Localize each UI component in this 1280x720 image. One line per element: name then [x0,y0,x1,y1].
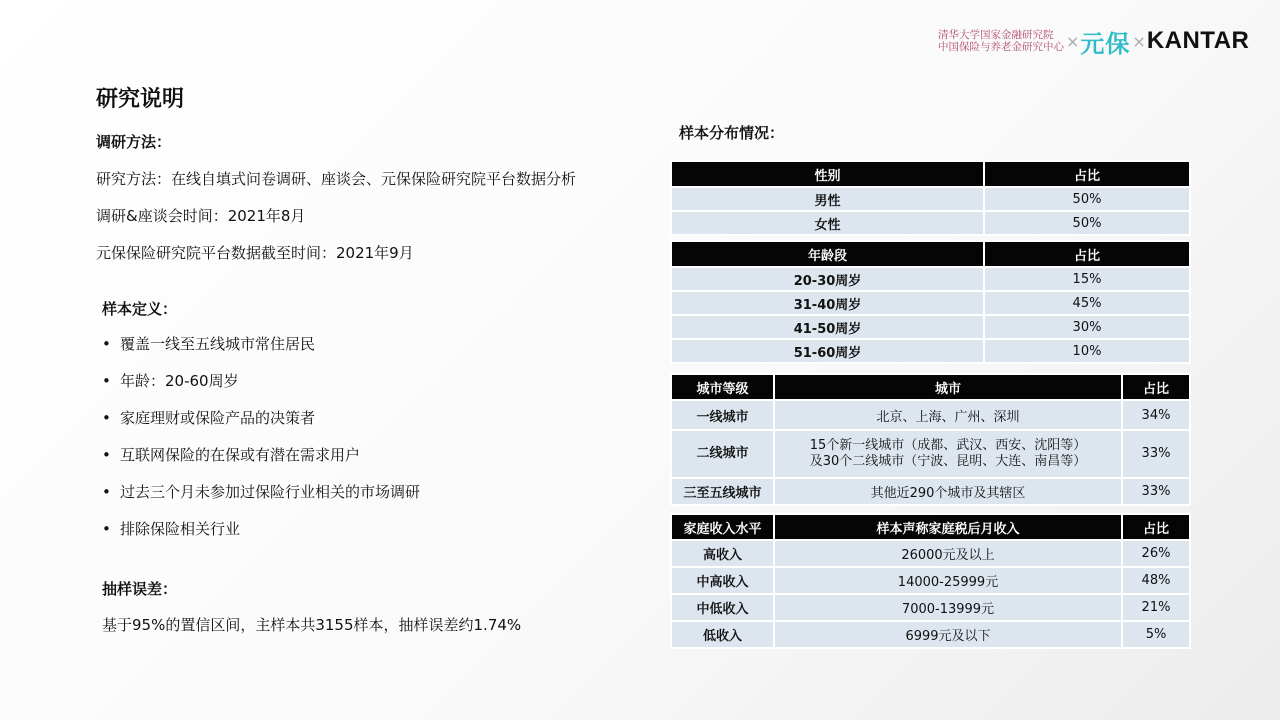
table-row [671,430,1190,478]
yuanbao-logo: 元保 [1080,29,1131,58]
bullet-icon: • [102,409,111,427]
list-item: • 互联网保险的在保或有潜在需求用户 [102,444,420,481]
table-row [671,315,1190,339]
monthly-income-header: 样本声称家庭税后月收入 [774,514,1122,540]
list-item: • 家庭理财或保险产品的决策者 [102,407,420,444]
share-cell: 10% [984,339,1190,363]
table-row [671,267,1190,291]
table-row [671,211,1190,235]
bullet-icon: • [102,483,111,501]
brand-logos [938,26,1249,56]
share-cell: 26% [1122,540,1190,567]
share-cell: 50% [984,211,1190,235]
age-header: 年龄段 [671,241,984,267]
income-table [670,513,1191,649]
monthly-income-cell: 26000元及以上 [774,540,1122,567]
bullet-icon: • [102,335,111,353]
income-level-cell: 高收入 [671,540,774,567]
times-separator-1: × [1066,31,1080,51]
city-cell [774,430,1122,478]
page-title: 研究说明 [96,87,185,112]
share-cell: 34% [1122,400,1190,430]
monthly-income-cell: 7000-13999元 [774,594,1122,621]
list-item: • 过去三个月未参加过保险行业相关的市场调研 [102,481,420,518]
share-header: 占比 [984,161,1190,187]
income-level-cell: 中低收入 [671,594,774,621]
share-header: 占比 [984,241,1190,267]
method-line-1: 研究方法：在线自填式问卷调研、座谈会、元保保险研究院平台数据分析 [96,170,577,188]
kantar-logo: KANTAR [1146,27,1250,54]
sample-definition-list [102,333,420,555]
share-header: 占比 [1122,374,1190,400]
city-cell: 北京、上海、广州、深圳 [774,400,1122,430]
gender-header: 性别 [671,161,984,187]
age-table [670,240,1191,364]
city-line-1: 15个新一线城市（成都、武汉、西安、沈阳等） [809,438,1087,453]
bullet-icon: • [102,446,111,464]
method-heading: 调研方法： [96,133,172,151]
table-header-row [671,374,1190,400]
table-header-row [671,514,1190,540]
share-cell: 33% [1122,430,1190,478]
sample-definition-heading: 样本定义： [102,300,178,318]
city-cell: 其他近290个城市及其辖区 [774,478,1122,505]
table-header-row [671,241,1190,267]
share-header: 占比 [1122,514,1190,540]
method-line-2: 调研&座谈会时间：2021年8月 [96,207,306,225]
table-row [671,339,1190,363]
list-item: • 年龄：20-60周岁 [102,370,420,407]
bullet-icon: • [102,520,111,538]
list-item: • 排除保险相关行业 [102,518,420,555]
times-separator-2: × [1132,31,1146,51]
city-tier-cell: 一线城市 [671,400,774,430]
table-row [671,478,1190,505]
share-cell: 15% [984,267,1190,291]
table-row [671,187,1190,211]
share-cell: 45% [984,291,1190,315]
org-line-1: 清华大学国家金融研究院 [938,29,1054,41]
table-row [671,567,1190,594]
monthly-income-cell: 14000-25999元 [774,567,1122,594]
table-header-row [671,161,1190,187]
method-line-3: 元保保险研究院平台数据截至时间：2021年9月 [96,244,414,262]
share-cell: 48% [1122,567,1190,594]
city-header: 城市 [774,374,1122,400]
income-level-cell: 低收入 [671,621,774,648]
monthly-income-cell: 6999元及以下 [774,621,1122,648]
share-cell: 21% [1122,594,1190,621]
sampling-error-heading: 抽样误差： [102,580,178,598]
gender-cell: 女性 [671,211,984,235]
table-row [671,594,1190,621]
city-tier-cell: 三至五线城市 [671,478,774,505]
org-line-2: 中国保险与养老金研究中心 [938,41,1064,53]
sampling-error-text: 基于95%的置信区间，主样本共3155样本，抽样误差约1.74% [102,616,522,634]
share-cell: 50% [984,187,1190,211]
gender-cell: 男性 [671,187,984,211]
share-cell: 30% [984,315,1190,339]
list-item: • 覆盖一线至五线城市常住居民 [102,333,420,370]
age-cell: 51-60周岁 [671,339,984,363]
income-level-header: 家庭收入水平 [671,514,774,540]
table-row [671,540,1190,567]
age-cell: 41-50周岁 [671,315,984,339]
age-cell: 20-30周岁 [671,267,984,291]
table-row [671,291,1190,315]
city-tier-cell: 二线城市 [671,430,774,478]
gender-table [670,160,1191,236]
age-cell: 31-40周岁 [671,291,984,315]
bullet-icon: • [102,372,111,390]
city-tier-header: 城市等级 [671,374,774,400]
city-tier-table [670,373,1191,506]
income-level-cell: 中高收入 [671,567,774,594]
city-line-2: 及30个二线城市（宁波、昆明、大连、南昌等） [809,454,1087,469]
distribution-heading: 样本分布情况： [679,124,785,142]
share-cell: 33% [1122,478,1190,505]
tsinghua-logo [938,29,1064,53]
table-row [671,400,1190,430]
table-row [671,621,1190,648]
share-cell: 5% [1122,621,1190,648]
